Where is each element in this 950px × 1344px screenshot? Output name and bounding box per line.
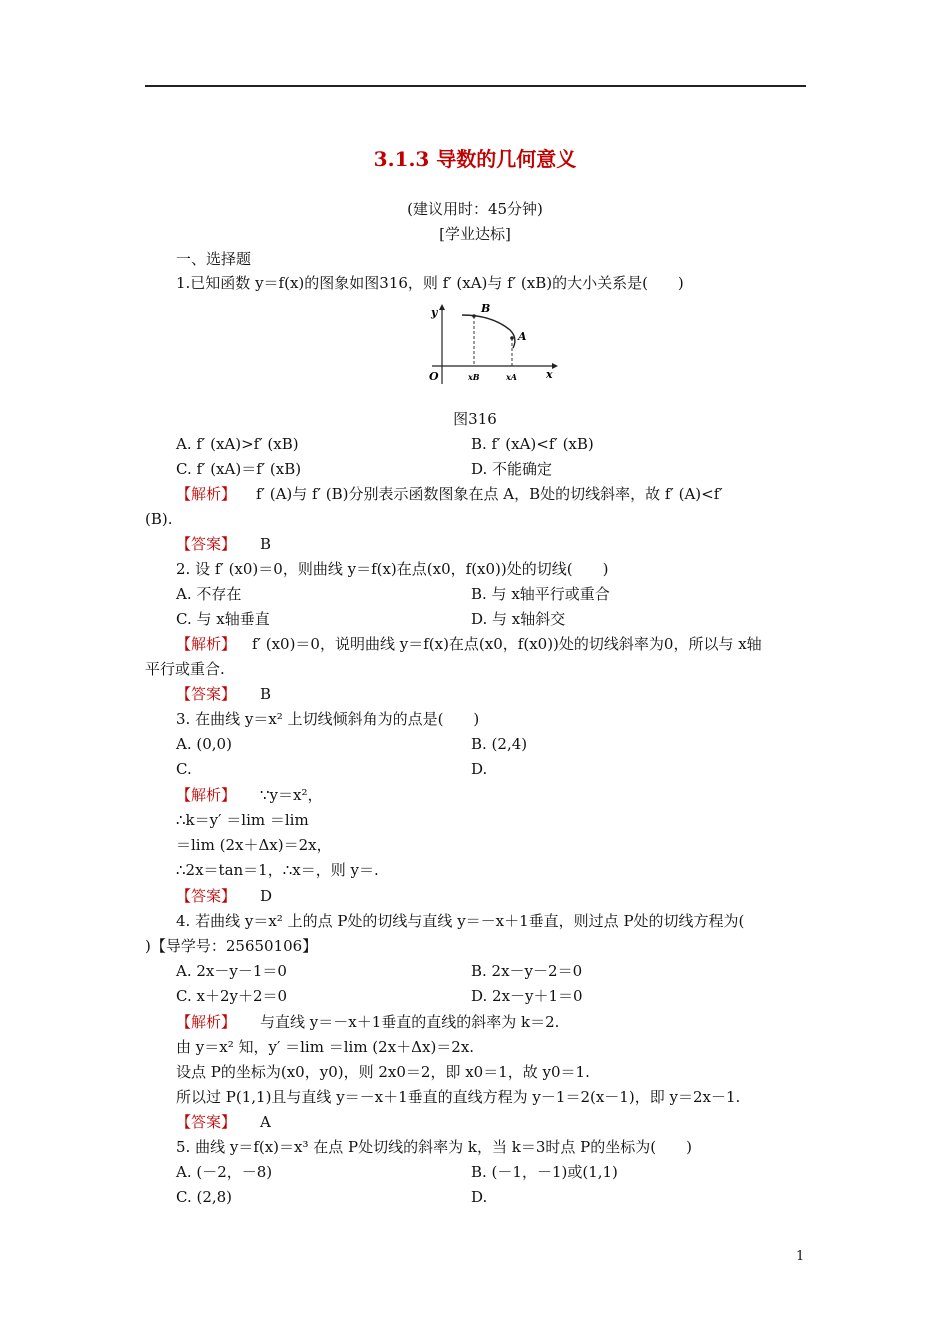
q4-option-d: D. 2x－y＋1＝0 (471, 987, 583, 1005)
q2-option-c: C. 与 x轴垂直 (176, 610, 270, 628)
axis-y-label: y (431, 306, 438, 319)
q3-analysis-line-2: ∴k＝y′ ＝lim ＝lim (176, 811, 309, 829)
question-4: 4. 若曲线 y＝x² 上的点 P处的切线与直线 y＝－x＋1垂直，则过点 P处的切线方程为( (176, 912, 745, 930)
q3-analysis-line-4: ∴2x＝tan＝1，∴x＝，则 y＝. (176, 861, 379, 879)
part-heading: 一、选择题 (176, 250, 252, 268)
q1-option-b: B. f′ (xA)<f′ (xB) (471, 435, 594, 453)
q2-answer: B (260, 685, 272, 703)
curve (462, 315, 515, 348)
point-b-label: B (481, 302, 491, 315)
point-a-marker (510, 336, 514, 340)
figure-caption: 图316 (453, 410, 497, 428)
q4-option-a: A. 2x－y－1＝0 (176, 962, 287, 980)
origin-label: O (429, 370, 439, 383)
q2-analysis-text: f′ (x0)＝0，说明曲线 y＝f(x)在点(x0，f(x0))处的切线斜率为0，所以与 x轴 (252, 635, 762, 653)
q4-analysis-text: 与直线 y＝－x＋1垂直的直线的斜率为 k＝2. (260, 1013, 560, 1031)
q1-option-a: A. f′ (xA)>f′ (xB) (176, 435, 299, 453)
page-title: 3.1.3 导数的几何意义 (373, 147, 577, 171)
q3-answer-tag: 【答案】 (176, 887, 237, 905)
question-1: 1.已知函数 y＝f(x)的图象如图316，则 f′ (xA)与 f′ (xB)的大小关系是( ) (176, 274, 684, 292)
x-axis-arrow (552, 363, 558, 369)
q2-option-d: D. 与 x轴斜交 (471, 610, 566, 628)
q1-option-d: D. 不能确定 (471, 460, 553, 478)
q2-answer-tag: 【答案】 (176, 685, 237, 703)
q3-option-a: A. (0,0) (176, 735, 232, 753)
question-4-cont: )【导学号：25650106】 (145, 937, 318, 955)
q5-option-a: A. (－2，－8) (176, 1163, 273, 1181)
q3-option-b: B. (2,4) (471, 735, 528, 753)
section-heading: [学业达标] (439, 225, 511, 243)
q1-answer-tag: 【答案】 (176, 535, 237, 553)
axis-x-label: x (546, 368, 553, 381)
q4-analysis-line-3: 设点 P的坐标为(x0，y0)，则 2x0＝2，即 x0＝1，故 y0＝1. (176, 1063, 590, 1081)
q3-analysis-text: ∵y＝x²， (260, 786, 323, 804)
header-rule (145, 85, 806, 87)
q2-option-a: A. 不存在 (176, 585, 242, 603)
q3-option-d: D. (471, 760, 488, 778)
q3-analysis-tag: 【解析】 (176, 786, 237, 804)
y-axis-arrow (439, 304, 445, 310)
q4-analysis-line-2: 由 y＝x² 知，y′ ＝lim ＝lim (2x＋Δx)＝2x. (176, 1038, 475, 1056)
q1-analysis-cont: (B). (145, 510, 173, 528)
q3-option-c: C. (176, 760, 192, 778)
point-a-label: A (518, 330, 527, 343)
tick-xa-label: xA (506, 372, 517, 382)
q1-option-c: C. f′ (xA)＝f′ (xB) (176, 460, 302, 478)
q4-answer-tag: 【答案】 (176, 1113, 237, 1131)
point-b-marker (472, 314, 476, 318)
q4-analysis-line-4: 所以过 P(1,1)且与直线 y＝－x＋1垂直的直线方程为 y－1＝2(x－1)，即 y＝2x－1. (176, 1088, 741, 1106)
q4-analysis-tag: 【解析】 (176, 1013, 237, 1031)
q1-analysis-tag: 【解析】 (176, 485, 237, 503)
page-number: 1 (796, 1249, 805, 1264)
q2-option-b: B. 与 x轴平行或重合 (471, 585, 610, 603)
question-2: 2. 设 f′ (x0)＝0，则曲线 y＝f(x)在点(x0，f(x0))处的切线( ) (176, 560, 609, 578)
q5-option-c: C. (2,8) (176, 1188, 233, 1206)
q1-analysis-text: f′ (A)与 f′ (B)分别表示函数图象在点 A，B处的切线斜率，故 f′ (A)<f′ (256, 485, 723, 503)
time-note: (建议用时：45分钟) (407, 200, 543, 218)
tick-xb-label: xB (468, 372, 480, 382)
q4-option-b: B. 2x－y－2＝0 (471, 962, 583, 980)
question-3: 3. 在曲线 y＝x² 上切线倾斜角为的点是( ) (176, 710, 480, 728)
q5-option-b: B. (－1，－1)或(1,1) (471, 1163, 618, 1181)
q2-analysis-tag: 【解析】 (176, 635, 237, 653)
question-5: 5. 曲线 y＝f(x)＝x³ 在点 P处切线的斜率为 k，当 k＝3时点 P的坐标为( ) (176, 1138, 692, 1156)
q2-analysis-cont: 平行或重合. (145, 660, 225, 678)
q5-option-d: D. (471, 1188, 488, 1206)
q4-option-c: C. x＋2y＋2＝0 (176, 987, 288, 1005)
q4-answer: A (260, 1113, 271, 1131)
q3-answer: D (260, 887, 273, 905)
q3-analysis-line-3: ＝lim (2x＋Δx)＝2x， (176, 836, 332, 854)
function-graph-figure (422, 298, 562, 388)
q1-answer: B (260, 535, 272, 553)
